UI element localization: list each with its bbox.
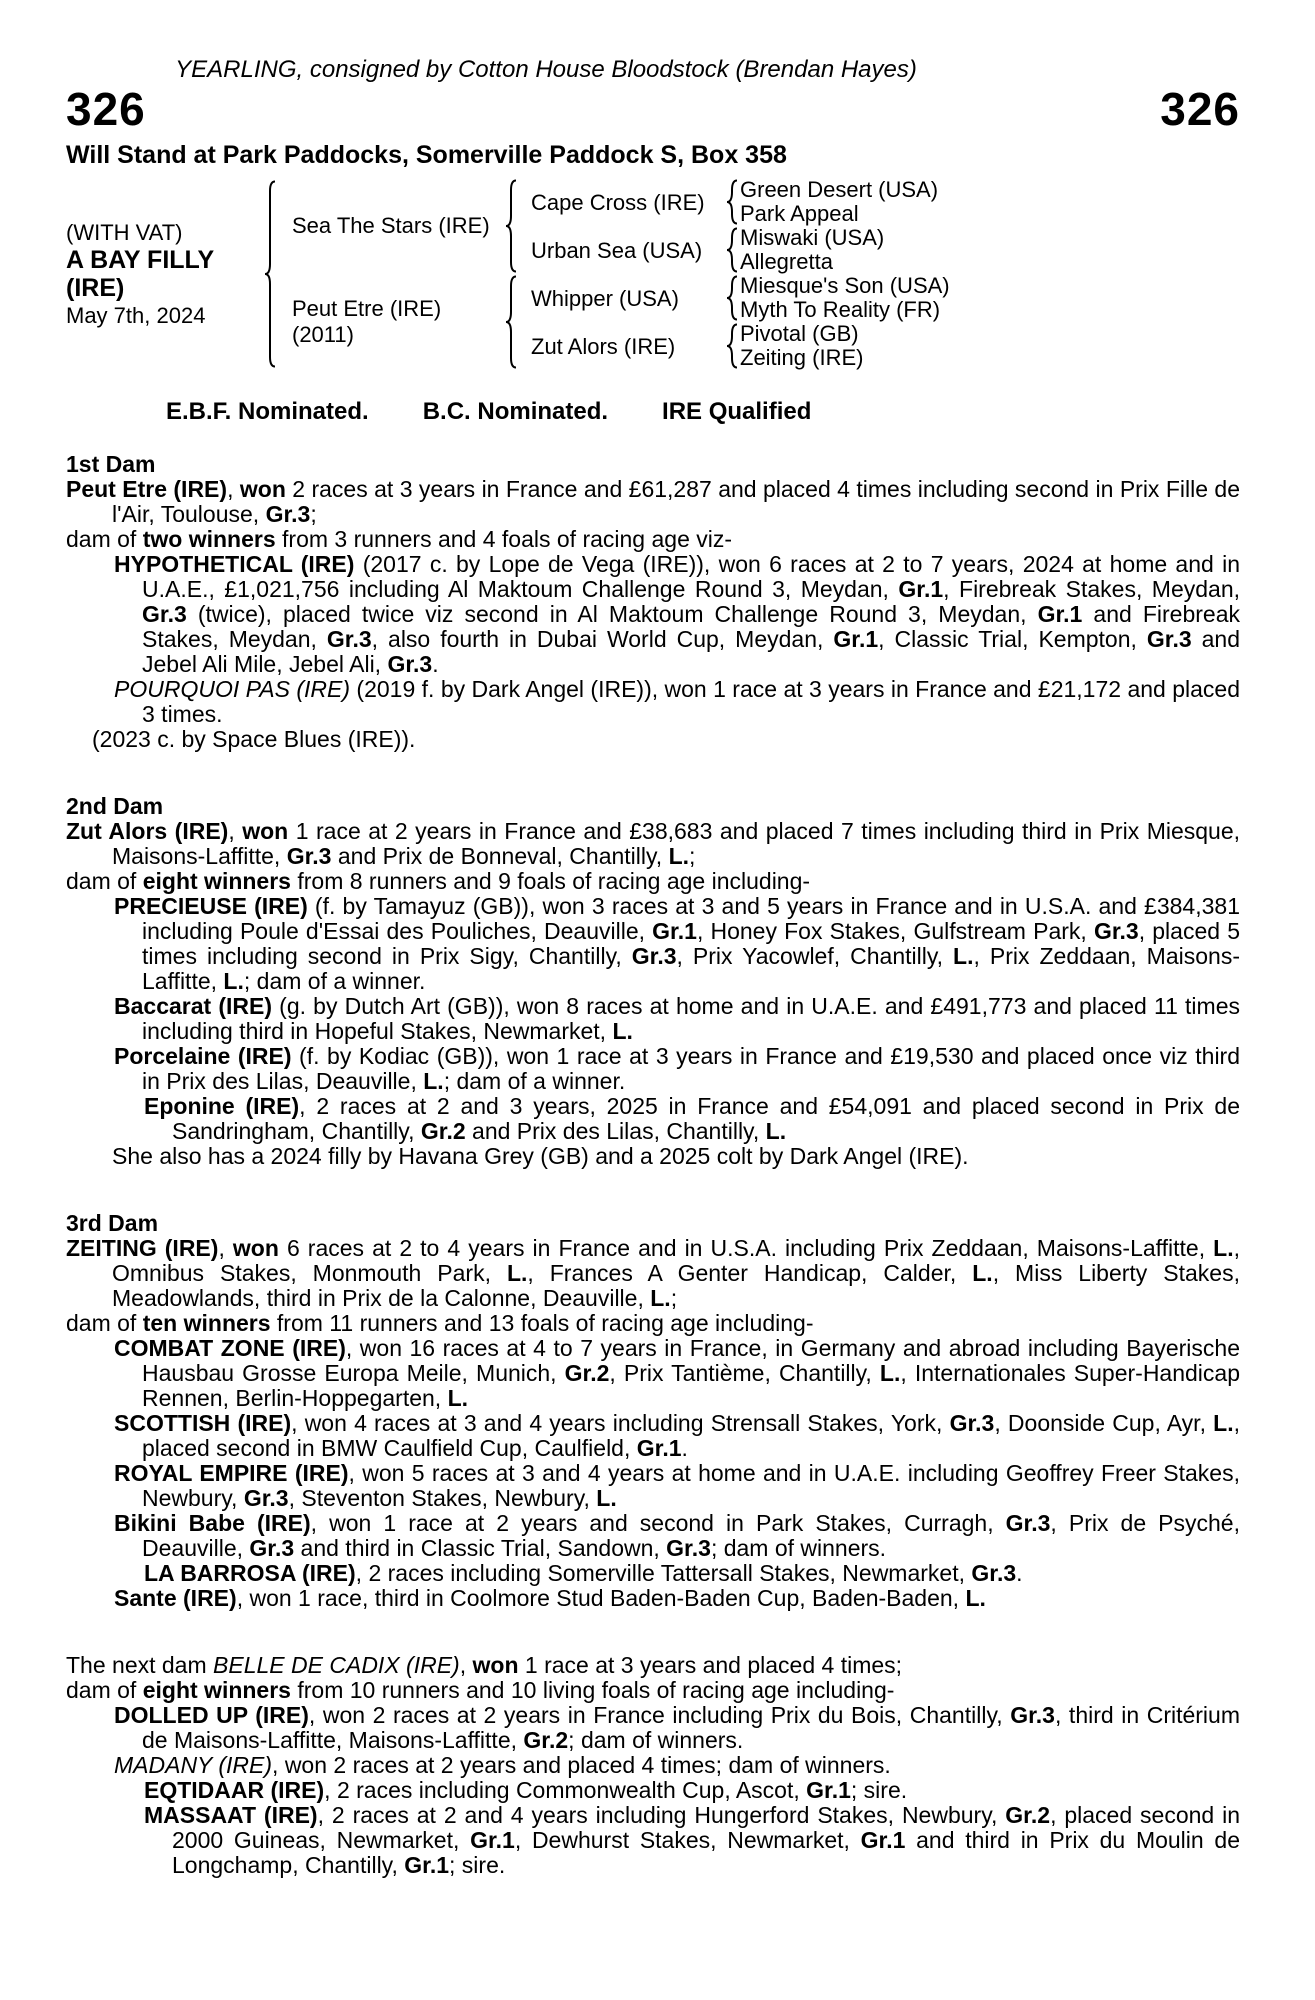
consignor-line: YEARLING, consigned by Cotton House Bloodstock (Brendan Hayes) — [175, 56, 917, 83]
curly-brace-icon — [724, 179, 740, 225]
section-heading: 1st Dam — [66, 451, 156, 477]
pedigree-paragraph: Sante (IRE), won 1 race, third in Coolmore Stud Baden-Baden Cup, Baden-Baden, L. — [114, 1585, 986, 1611]
curly-brace-icon — [724, 227, 740, 273]
grandparent-name: Cape Cross (IRE) — [531, 189, 705, 215]
pedigree-paragraph: dam of eight winners from 10 runners and 10 living foals of racing age including- — [66, 1677, 895, 1703]
great-grandparent-name: Allegretta — [740, 249, 833, 274]
pedigree-paragraph: EQTIDAAR (IRE), 2 races including Commonwealth Cup, Ascot, Gr.1; sire. — [144, 1777, 908, 1803]
great-grandparent-name: Zeiting (IRE) — [740, 345, 864, 370]
great-grandparent-name: Miesque's Son (USA) — [740, 273, 950, 298]
pedigree-paragraph: dam of two winners from 3 runners and 4 foals of racing age viz- — [66, 526, 733, 552]
pedigree-paragraph: PRECIEUSE (IRE) (f. by Tamayuz (GB)), won 3 races at 3 and 5 years in France and in U.S.A. and £384,381 including Poule d'Essai des Pouliches, Deauville, Gr.1, Honey Fox Stakes, Gulfstream Park, Gr.3, placed 5 times including second in Prix Sigy, Chantilly, Gr.3, Prix Yacowlef, Chantilly, L., Prix Zeddaan, Maisons-Laffitte, L.; dam of a winner. — [114, 893, 1240, 994]
great-grandparent-name: Myth To Reality (FR) — [740, 297, 941, 322]
pedigree-paragraph: HYPOTHETICAL (IRE) (2017 c. by Lope de Vega (IRE)), won 6 races at 2 to 7 years, 2024 at home and in U.A.E., £1,021,756 including Al Maktoum Challenge Round 3, Meydan, Gr.1, Firebreak Stakes, Meydan, Gr.3 (twice), placed twice viz second in Al Maktoum Challenge Round 3, Meydan, Gr.1 and Firebreak Stakes, Meydan, Gr.3, also fourth in Dubai World Cup, Meydan, Gr.1, Classic Trial, Kempton, Gr.3 and Jebel Ali Mile, Jebel Ali, Gr.3. — [114, 551, 1241, 677]
dam-sections — [66, 452, 1240, 1878]
nominations-row — [66, 398, 1240, 426]
nomination-ebf: E.B.F. Nominated. — [166, 398, 369, 425]
pedigree-paragraph: Bikini Babe (IRE), won 1 race at 2 years and second in Park Stakes, Curragh, Gr.3, Prix de Psyché, Deauville, Gr.3 and third in Classic Trial, Sandown, Gr.3; dam of winners. — [114, 1510, 1240, 1561]
curly-brace-icon — [503, 179, 519, 273]
lot-row — [66, 83, 1240, 136]
pedigree-paragraph: LA BARROSA (IRE), 2 races including Somerville Tattersall Stakes, Newmarket, Gr.3. — [144, 1560, 1023, 1586]
section-heading: 3rd Dam — [66, 1210, 159, 1236]
sire-name: Sea The Stars (IRE) — [292, 213, 490, 238]
dam-name: Peut Etre (IRE) — [292, 296, 442, 321]
great-grandparent-name: Park Appeal — [740, 201, 859, 226]
pedigree-paragraph: ZEITING (IRE), won 6 races at 2 to 4 years in France and in U.S.A. including Prix Zeddaan, Maisons-Laffitte, L., Omnibus Stakes, Monmouth Park, L., Frances A Genter Handicap, Calder, L., Miss Liberty Stakes, Meadowlands, third in Prix de la Calonne, Deauville, L.; — [66, 1235, 1241, 1311]
subject-name: A BAY FILLY (IRE) — [66, 246, 214, 302]
curly-brace-icon — [724, 323, 740, 369]
curly-brace-icon — [503, 275, 519, 369]
stand-location-line: Will Stand at Park Paddocks, Somerville Paddock S, Box 358 — [66, 141, 787, 169]
nomination-bc: B.C. Nominated. — [422, 398, 609, 425]
dam-section — [66, 1211, 1240, 1611]
dam-section — [66, 452, 1240, 752]
dam-year: (2011) — [292, 322, 354, 347]
pedigree-paragraph: MASSAAT (IRE), 2 races at 2 and 4 years including Hungerford Stakes, Newbury, Gr.2, placed second in 2000 Guineas, Newmarket, Gr.1, Dewhurst Stakes, Newmarket, Gr.1 and third in Prix du Moulin de Longchamp, Chantilly, Gr.1; sire. — [144, 1802, 1241, 1878]
pedigree-paragraph: Zut Alors (IRE), won 1 race at 2 years in France and £38,683 and placed 7 times including third in Prix Miesque, Maisons-Laffitte, Gr.3 and Prix de Bonneval, Chantilly, L.; — [66, 818, 1241, 869]
vat-note: (WITH VAT) — [66, 220, 183, 245]
dam-section — [66, 1653, 1240, 1878]
grandparent-name: Whipper (USA) — [531, 285, 679, 311]
grandparent-name: Urban Sea (USA) — [531, 237, 703, 263]
pedigree-paragraph: The next dam BELLE DE CADIX (IRE), won 1 race at 3 years and placed 4 times; — [66, 1652, 903, 1678]
lot-number-right: 326 — [1160, 83, 1240, 135]
dam-group — [278, 274, 950, 370]
pedigree-paragraph: COMBAT ZONE (IRE), won 16 races at 4 to 7 years in France, in Germany and abroad including Bayerische Hausbau Grosse Europa Meile, Munich, Gr.2, Prix Tantième, Chantilly, L., Internationales Super-Handicap Rennen, Berlin-Hoppegarten, L. — [114, 1335, 1240, 1411]
grandsire-group — [519, 274, 950, 322]
lot-number-left: 326 — [66, 83, 146, 135]
curly-brace-icon — [262, 180, 278, 368]
foaling-date: May 7th, 2024 — [66, 303, 206, 328]
pedigree-paragraph: POURQUOI PAS (IRE) (2019 f. by Dark Angel (IRE)), won 1 race at 3 years in France and £21,172 and placed 3 times. — [114, 676, 1240, 727]
pedigree-paragraph: Eponine (IRE), 2 races at 2 and 3 years, 2025 in France and £54,091 and placed second in Prix de Sandringham, Chantilly, Gr.2 and Prix des Lilas, Chantilly, L. — [144, 1093, 1240, 1144]
pedigree-paragraph: Porcelaine (IRE) (f. by Kodiac (GB)), won 1 race at 3 years in France and £19,530 and placed once viz third in Prix des Lilas, Deauville, L.; dam of a winner. — [114, 1043, 1240, 1094]
pedigree-paragraph: She also has a 2024 filly by Havana Grey (GB) and a 2025 colt by Dark Angel (IRE). — [112, 1143, 969, 1169]
grandparent-name: Zut Alors (IRE) — [531, 333, 676, 359]
pedigree-tree — [66, 178, 1240, 370]
sire-group — [278, 178, 950, 274]
granddam-group — [519, 322, 950, 370]
nomination-ire: IRE Qualified — [662, 398, 812, 425]
pedigree-paragraph: dam of ten winners from 11 runners and 13 foals of racing age including- — [66, 1310, 814, 1336]
pedigree-paragraph: SCOTTISH (IRE), won 4 races at 3 and 4 years including Strensall Stakes, York, Gr.3, Doonside Cup, Ayr, L., placed second in BMW Caulfield Cup, Caulfield, Gr.1. — [114, 1410, 1240, 1461]
pedigree-paragraph: (2023 c. by Space Blues (IRE)). — [92, 726, 416, 752]
curly-brace-icon — [724, 275, 740, 321]
granddam-group — [519, 226, 938, 274]
great-grandparent-name: Green Desert (USA) — [740, 177, 939, 202]
pedigree-paragraph: DOLLED UP (IRE), won 2 races at 2 years in France including Prix du Bois, Chantilly, Gr.3, third in Critérium de Maisons-Laffitte, Maisons-Laffitte, Gr.2; dam of winners. — [114, 1702, 1240, 1753]
dam-cell — [278, 296, 503, 348]
pedigree-paragraph: ROYAL EMPIRE (IRE), won 5 races at 3 and 4 years at home and in U.A.E. including Geoffrey Freer Stakes, Newbury, Gr.3, Steventon Stakes, Newbury, L. — [114, 1460, 1240, 1511]
dam-section — [66, 794, 1240, 1169]
pedigree-paragraph: Peut Etre (IRE), won 2 races at 3 years in France and £61,287 and placed 4 times including second in Prix Fille de l'Air, Toulouse, Gr.3; — [66, 476, 1240, 527]
subject-block — [66, 219, 262, 329]
pedigree-paragraph: Baccarat (IRE) (g. by Dutch Art (GB)), won 8 races at home and in U.A.E. and £491,773 and placed 11 times including third in Hopeful Stakes, Newmarket, L. — [114, 993, 1240, 1044]
great-grandparent-name: Pivotal (GB) — [740, 321, 859, 346]
grandsire-group — [519, 178, 938, 226]
great-grandparent-name: Miswaki (USA) — [740, 225, 885, 250]
section-heading: 2nd Dam — [66, 793, 164, 819]
pedigree-paragraph: dam of eight winners from 8 runners and 9 foals of racing age including- — [66, 868, 811, 894]
pedigree-paragraph: MADANY (IRE), won 2 races at 2 years and placed 4 times; dam of winners. — [114, 1752, 891, 1778]
